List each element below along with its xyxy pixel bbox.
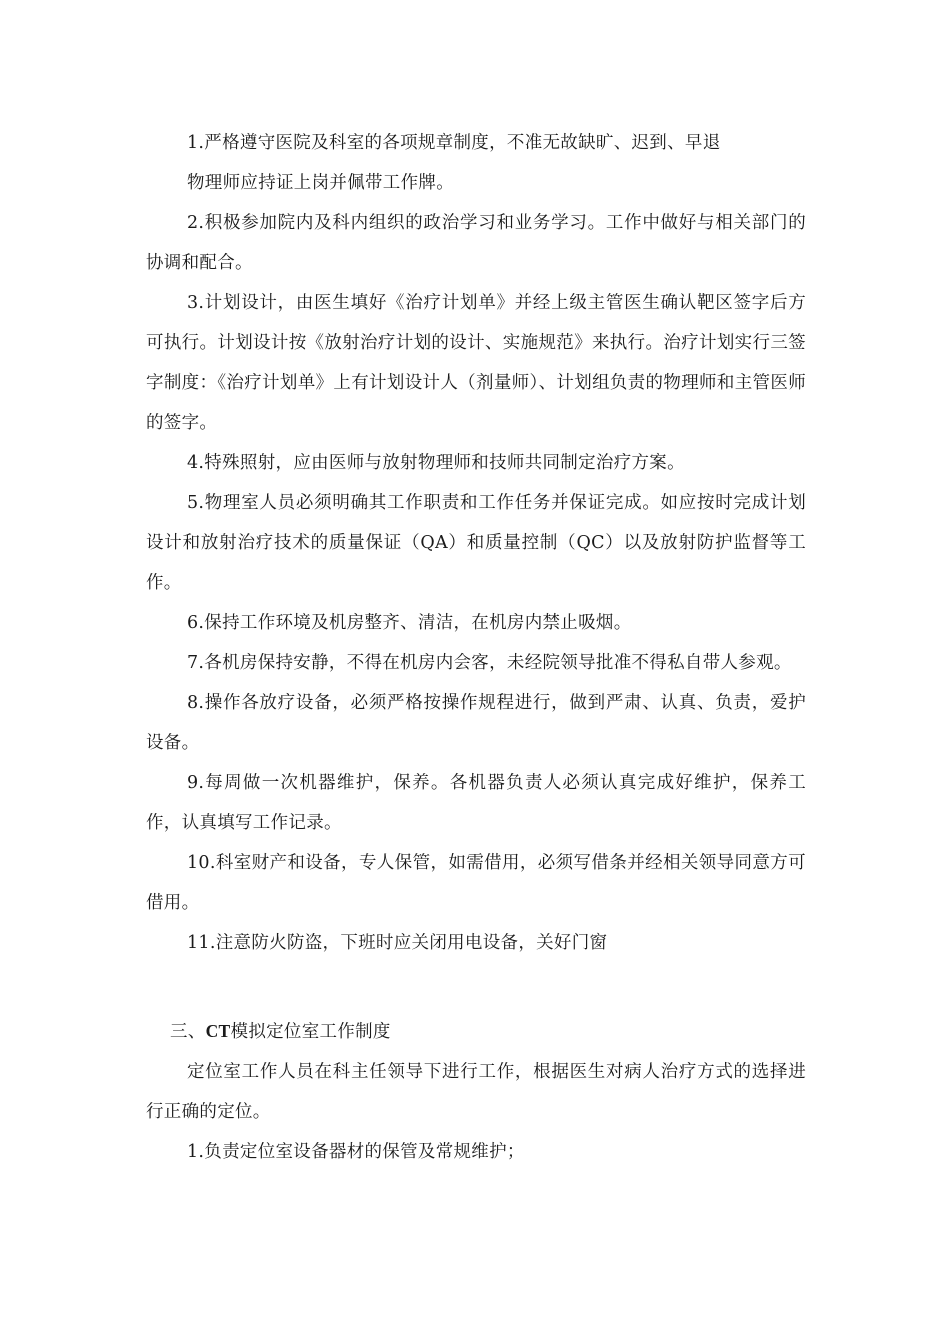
rule-1: 1.严格遵守医院及科室的各项规章制度，不准无故缺旷、迟到、早退 — [187, 133, 721, 153]
section-heading — [146, 1011, 806, 1052]
rule-1-continued: 物理师应持证上岗并佩带工作牌。 — [187, 173, 454, 193]
document-body — [146, 123, 806, 1172]
section-ct: CT — [205, 1021, 231, 1041]
rule-10: 10.科室财产和设备，专人保管，如需借用，必须写借条并经相关领导同意方可借用。 — [146, 853, 806, 913]
rule-7: 7.各机房保持安静，不得在机房内会客，未经院领导批准不得私自带人参观。 — [187, 653, 792, 673]
rule-5: 5.物理室人员必须明确其工作职责和工作任务并保证完成。如应按时完成计划设计和放射治疗技术的质量保证（QA）和质量控制（QC）以及放射防护监督等工作。 — [146, 493, 806, 593]
section-title: 模拟定位室工作制度 — [230, 1022, 391, 1042]
rule-3: 3.计划设计，由医生填好《治疗计划单》并经上级主管医生确认靶区签字后方可执行。计划设计按《放射治疗计划的设计、实施规范》来执行。治疗计划实行三签字制度：《治疗计划单》上有计划设计人（剂量师）、计划组负责的物理师和主管医师的签字。 — [146, 293, 806, 433]
rule-11: 11.注意防火防盗，下班时应关闭用电设备，关好门窗 — [187, 933, 608, 953]
section-spacer — [146, 963, 806, 1011]
rule-9: 9.每周做一次机器维护，保养。各机器负责人必须认真完成好维护，保养工作，认真填写工作记录。 — [146, 773, 806, 833]
section-intro: 定位室工作人员在科主任领导下进行工作，根据医生对病人治疗方式的选择进行正确的定位。 — [146, 1062, 806, 1122]
rule-2: 2.积极参加院内及科内组织的政治学习和业务学习。工作中做好与相关部门的协调和配合。 — [146, 213, 806, 273]
rule-8: 8.操作各放疗设备，必须严格按操作规程进行，做到严肃、认真、负责，爱护设备。 — [146, 693, 806, 753]
section-prefix: 三、 — [170, 1022, 206, 1042]
rule-6: 6.保持工作环境及机房整齐、清洁，在机房内禁止吸烟。 — [187, 613, 632, 633]
rule-4: 4.特殊照射，应由医师与放射物理师和技师共同制定治疗方案。 — [187, 453, 685, 473]
section-item-1: 1.负责定位室设备器材的保管及常规维护； — [187, 1142, 525, 1162]
